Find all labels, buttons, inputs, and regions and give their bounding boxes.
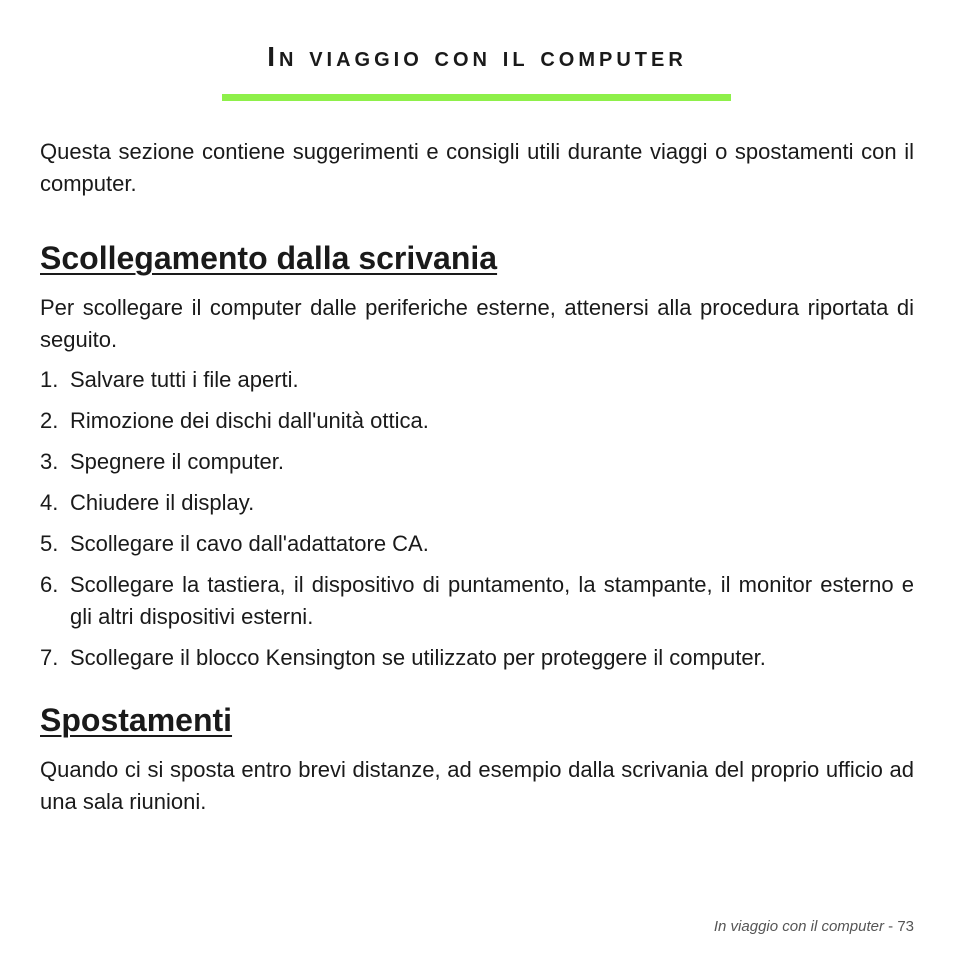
- list-item: [40, 487, 914, 519]
- steps-list: [40, 364, 914, 674]
- list-item: [40, 642, 914, 674]
- step-number: 7.: [40, 645, 59, 670]
- step-number: 2.: [40, 408, 59, 433]
- step-number: 3.: [40, 449, 59, 474]
- step-text: Chiudere il display.: [70, 490, 255, 515]
- section-heading-desk: Scollegamento dalla scrivania: [40, 240, 498, 276]
- intro-paragraph: Questa sezione contiene suggerimenti e consigli utili durante viaggi o spostamenti con il computer.: [40, 139, 914, 196]
- page-number: 73: [897, 918, 914, 935]
- footer-separator: -: [883, 918, 898, 935]
- list-item: [40, 569, 914, 633]
- step-text: Scollegare la tastiera, il dispositivo di puntamento, la stampante, il monitor esterno e gli altri dispositivi esterni.: [70, 572, 914, 629]
- step-text: Spegnere il computer.: [70, 449, 285, 474]
- moving-paragraph: Quando ci si sposta entro brevi distanze, ad esempio dalla scrivania del proprio ufficio ad una sala riunioni.: [40, 757, 914, 814]
- step-number: 4.: [40, 490, 59, 515]
- page-content: [40, 136, 914, 818]
- footer-chapter-title: In viaggio con il computer: [713, 918, 884, 935]
- step-text: Scollegare il blocco Kensington se utilizzato per proteggere il computer.: [70, 645, 766, 670]
- list-item: [40, 405, 914, 437]
- list-item: [40, 364, 914, 396]
- step-text: Salvare tutti i file aperti.: [70, 367, 299, 392]
- step-number: 1.: [40, 367, 59, 392]
- step-number: 6.: [40, 572, 59, 597]
- title-underline-rule: [222, 94, 731, 101]
- page-title: In viaggio con il computer: [267, 41, 687, 72]
- list-item: [40, 528, 914, 560]
- list-item: [40, 446, 914, 478]
- section-heading-moving: Spostamenti: [40, 702, 233, 738]
- step-text: Rimozione dei dischi dall'unità ottica.: [70, 408, 429, 433]
- page-footer: [714, 918, 914, 936]
- step-text: Scollegare il cavo dall'adattatore CA.: [70, 531, 429, 556]
- step-number: 5.: [40, 531, 59, 556]
- desk-paragraph: Per scollegare il computer dalle periferiche esterne, attenersi alla procedura riportata di seguito.: [40, 295, 914, 352]
